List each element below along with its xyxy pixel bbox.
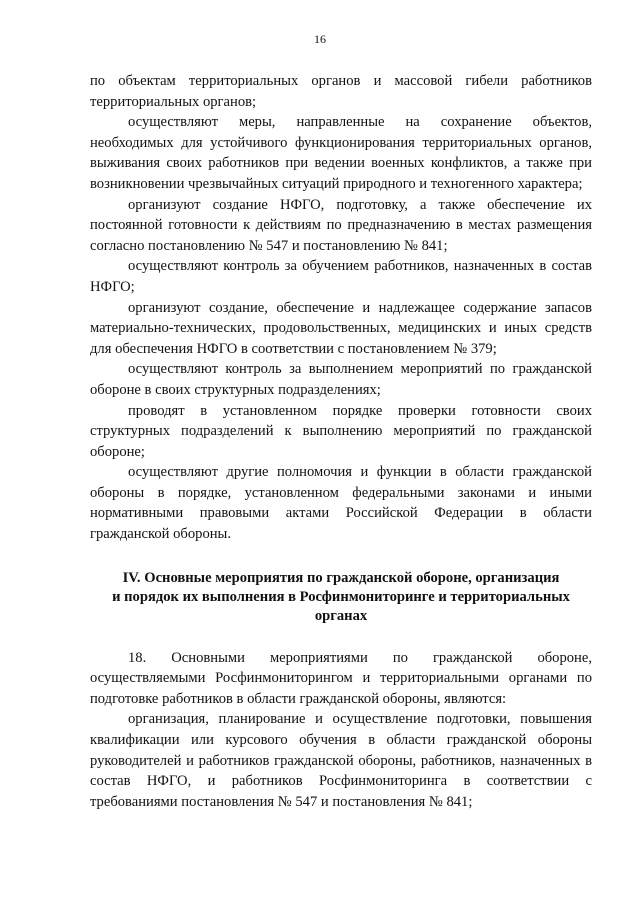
- section-heading-line: органах: [314, 607, 368, 624]
- paragraph: осуществляют контроль за выполнением мероприятий по гражданской обороне в своих структурных подразделениях;: [90, 361, 592, 398]
- paragraph: по объектам территориальных органов и массовой гибели работников территориальных органов;: [90, 73, 592, 110]
- paragraph: 18. Основными мероприятиями по гражданской обороне, осуществляемыми Росфинмониторингом и территориальными органами по подготовке работников в области гражданской обороны, являются:: [90, 649, 592, 707]
- section-heading: [90, 569, 592, 626]
- section-heading-line: IV. Основные мероприятия по гражданской обороне, организация: [122, 569, 560, 586]
- document-body: [90, 71, 592, 812]
- paragraph: проводят в установленном порядке проверки готовности своих структурных подразделений к выполнению мероприятий по гражданской обороне;: [90, 402, 592, 460]
- section-heading-line: и порядок их выполнения в Росфинмониторинге и территориальных: [112, 588, 570, 605]
- paragraph: организуют создание НФГО, подготовку, а также обеспечение их постоянной готовности к действиям по предназначению в местах размещения согласно постановлению № 547 и постановлению № 841;: [90, 196, 592, 254]
- page-number: 16: [314, 32, 326, 46]
- paragraph: организуют создание, обеспечение и надлежащее содержание запасов материально-технических, продовольственных, медицинских и иных средств для обеспечения НФГО в соответствии с постановлением № 379;: [90, 299, 592, 357]
- paragraph: осуществляют контроль за обучением работников, назначенных в состав НФГО;: [90, 258, 592, 295]
- paragraph: осуществляют меры, направленные на сохранение объектов, необходимых для устойчивого функционирования территориальных органов, выживания своих работников при ведении военных конфликтов, а также при возникновении чрезвычайных ситуаций природного и техногенного характера;: [90, 114, 592, 192]
- paragraph: осуществляют другие полномочия и функции в области гражданской обороны в порядке, установленном федеральными законами и иными нормативными правовыми актами Российской Федерации в области гражданской обороны.: [90, 464, 592, 543]
- paragraph: организация, планирование и осуществление подготовки, повышения квалификации или курсового обучения в области гражданской обороны руководителей и работников гражданской обороны, работников, назначенных в состав НФГО, и работников Росфинмониторинга в соответствии с требованиями постановления № 547 и постановления № 841;: [90, 711, 592, 810]
